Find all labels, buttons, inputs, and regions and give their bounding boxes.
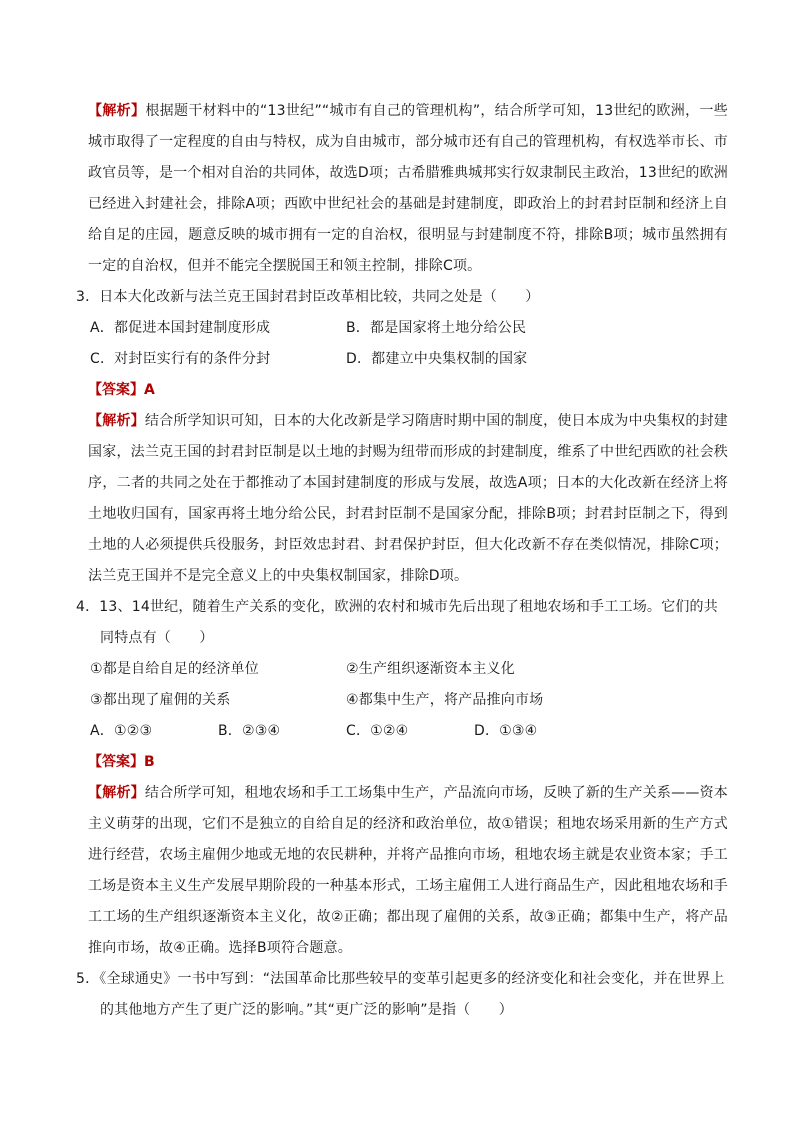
document-content (76, 96, 728, 1026)
question-5-stem: 5．《全球通史》一书中写到：“法国革命比那些较早的变革引起更多的经济变化和社会变化，并在世界上的其他地方产生了更广泛的影响。”其“更广泛的影响”是指（ ） (76, 971, 725, 1018)
question-3-analysis (88, 406, 728, 592)
question-4-statements-row-2 (88, 685, 728, 716)
question-4-option-c: C．①②④ (346, 723, 409, 739)
question-3-option-b: B．都是国家将土地分给公民 (346, 320, 527, 336)
question-3-stem: 3．日本大化改新与法兰克王国封君封臣改革相比较，共同之处是（ ） (76, 289, 540, 305)
question-4-analysis-text: 结合所学可知，租地农场和手工工场集中生产，产品流向市场，反映了新的生产关系——资本主义萌芽的出现，它们不是独立的自给自足的经济和政治单位，故①错误；租地农场采用新的生产方式进行经营，农场主雇佣少地或无地的农民耕种，并将产品推向市场，租地农场主就是农业资本家；手工工场是资本主义生产发展早期阶段的一种基本形式，工场主雇佣工人进行商品生产，因此租地农场和手工工场的生产组织逐渐资本主义化，故②正确；都出现了雇佣的关系，故③正确；都集中生产，将产品推向市场，故④正确。选择B项符合题意。 (88, 785, 728, 956)
question-4-statement-2: ②生产组织逐渐资本主义化 (346, 661, 515, 677)
question-3-options-row-1 (88, 313, 728, 344)
question-3-options-row-2 (88, 344, 728, 375)
question-3-answer (88, 375, 728, 406)
question-3-answer-value: A (144, 382, 155, 398)
answer-label: 【答案】 (88, 382, 144, 398)
analysis-label: 【解析】 (88, 785, 145, 801)
question-4-answer (88, 747, 728, 778)
analysis-label: 【解析】 (88, 103, 146, 119)
question-4-option-a: A．①②③ (90, 723, 153, 739)
question-3-analysis-text: 结合所学知识可知，日本的大化改新是学习隋唐时期中国的制度，使日本成为中央集权的封建国家，法兰克王国的封君封臣制是以土地的封赐为纽带而形成的封建制度，维系了中世纪西欧的社会秩序，二者的共同之处在于都推动了本国封建制度的形成与发展，故选A项；日本的大化改新在经济上将土地收归国有，国家再将土地分给公民，封君封臣制不是国家分配，排除B项；封君封臣制之下，得到土地的人必须提供兵役服务，封臣效忠封君、封君保护封臣，但大化改新不存在类似情况，排除C项；法兰克王国并不是完全意义上的中央集权制国家，排除D项。 (88, 413, 728, 584)
analysis-text-1: 根据题干材料中的“13世纪”“城市有自己的管理机构”，结合所学可知，13世纪的欧洲，一些城市取得了一定程度的自由与特权，成为自由城市，部分城市还有自己的管理机构，有权选举市长、市政官员等，是一个相对自治的共同体，故选D项；古希腊雅典城邦实行奴隶制民主政治，13世纪的欧洲已经进入封建社会，排除A项；西欧中世纪社会的基础是封建制度，即政治上的封君封臣制和经济上自给自足的庄园，题意反映的城市拥有一定的自治权，很明显与封建制度不符，排除B项；城市虽然拥有一定的自治权，但并不能完全摆脱国王和领主控制，排除C项。 (88, 103, 728, 274)
question-4-statement-1: ①都是自给自足的经济单位 (90, 661, 259, 677)
question-4-analysis (88, 778, 728, 964)
question-4-statement-3: ③都出现了雇佣的关系 (90, 692, 231, 708)
question-3-option-a: A．都促进本国封建制度形成 (90, 320, 271, 336)
question-4-option-b: B．②③④ (218, 723, 281, 739)
question-3-option-c: C．对封臣实行有的条件分封 (90, 351, 271, 367)
question-4-options-row (88, 716, 728, 747)
analysis-label: 【解析】 (88, 413, 145, 429)
analysis-paragraph-1 (88, 96, 728, 282)
question-4-answer-value: B (144, 754, 155, 770)
answer-label: 【答案】 (88, 754, 144, 770)
question-4-option-d: D．①③④ (474, 723, 538, 739)
question-3-option-d: D．都建立中央集权制的国家 (346, 351, 528, 367)
question-4-stem: 4．13、14世纪，随着生产关系的变化，欧洲的农村和城市先后出现了租地农场和手工工场。它们的共同特点有（ ） (76, 599, 718, 646)
question-4-statements-row-1 (88, 654, 728, 685)
question-4-statement-4: ④都集中生产，将产品推向市场 (346, 692, 544, 708)
